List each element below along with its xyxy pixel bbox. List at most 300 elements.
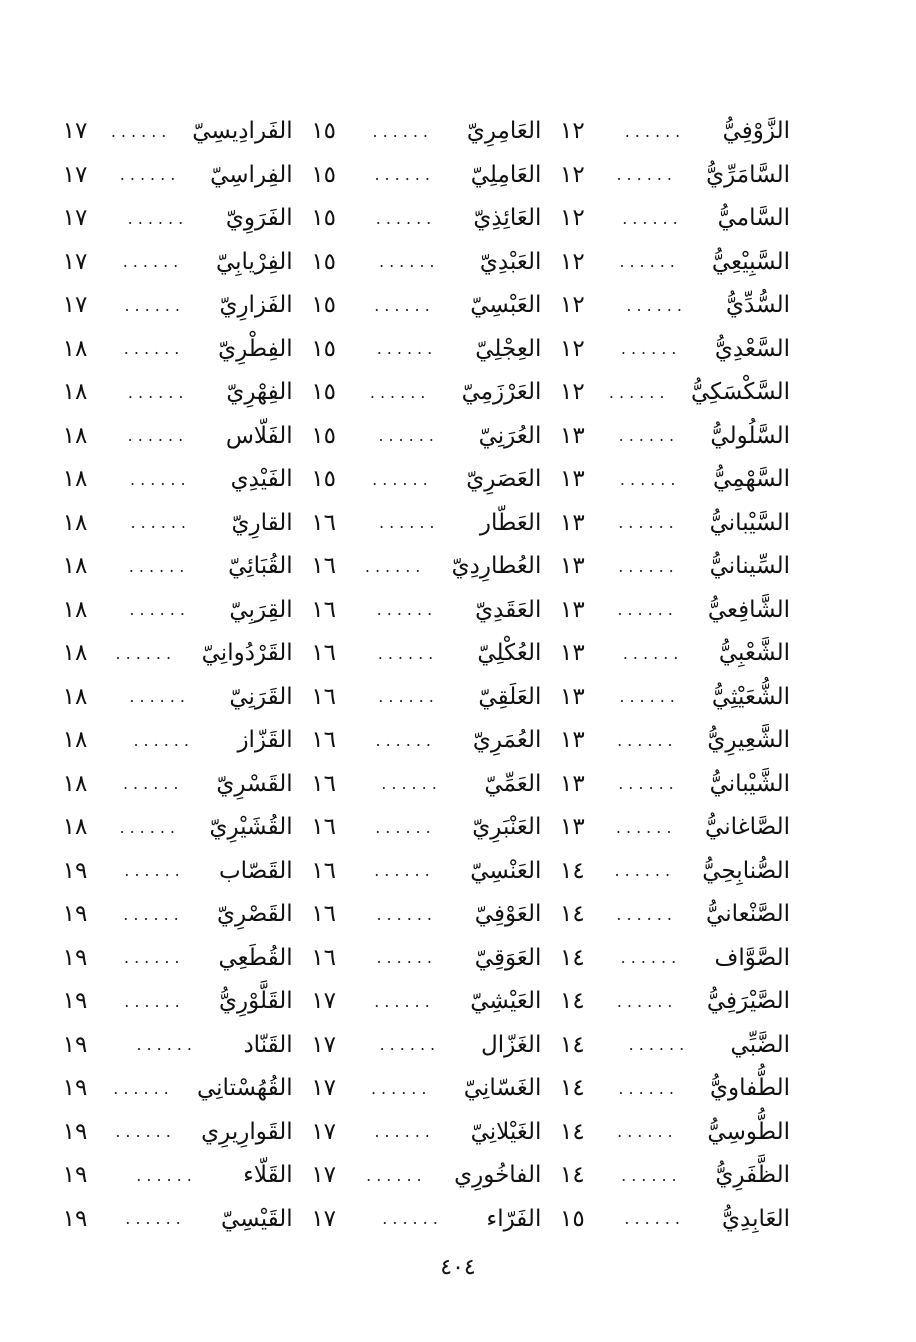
- leader-dots: ......: [628, 1037, 690, 1054]
- entry-page-number: ١٨: [62, 640, 88, 667]
- leader-dots: ......: [110, 123, 172, 140]
- entry-page-number: ١٨: [62, 553, 88, 580]
- entry-page-number: ١٩: [62, 1205, 88, 1232]
- entry-page-number: ١٤: [559, 988, 585, 1015]
- page-number: ٤٠٤: [440, 1255, 476, 1280]
- leader-dots: ......: [618, 1080, 679, 1097]
- index-entry: [557, 806, 790, 850]
- entry-page-number: ١٨: [62, 335, 88, 362]
- leader-dots: ......: [372, 471, 433, 488]
- entry-page-number: ١٦: [311, 640, 337, 667]
- entry-page-number: ١٧: [311, 1162, 337, 1189]
- index-entry: [557, 545, 790, 589]
- entry-page-number: ١٣: [559, 770, 585, 797]
- index-entry: [60, 502, 293, 546]
- index-entry: [60, 1024, 293, 1068]
- leader-dots: ......: [378, 254, 440, 271]
- entry-page-number: ١٢: [559, 161, 585, 188]
- entry-name: العُرَنِيّ: [478, 422, 542, 449]
- index-entry: [557, 502, 790, 546]
- entry-name: العُكْلِيّ: [477, 640, 542, 667]
- entry-name: القُهُسْتانِي: [196, 1075, 293, 1102]
- entry-page-number: ١٣: [559, 596, 585, 623]
- entry-name: القَنّاد: [243, 1031, 293, 1058]
- entry-page-number: ١٧: [311, 1031, 337, 1058]
- entry-page-number: ١٧: [311, 1205, 337, 1232]
- entry-name: الفَرّاء: [486, 1205, 542, 1232]
- entry-name: الفَيْدِي: [230, 466, 293, 493]
- entry-page-number: ١٩: [62, 901, 88, 928]
- index-entry: [557, 1067, 790, 1111]
- entry-name: العَامِلِيّ: [470, 161, 542, 188]
- entry-name: الفَزارِيّ: [219, 292, 293, 319]
- index-entry: [60, 545, 293, 589]
- entry-page-number: ١٢: [559, 335, 585, 362]
- index-entry: [60, 806, 293, 850]
- entry-page-number: ١٤: [559, 901, 585, 928]
- index-entry: [60, 1067, 293, 1111]
- index-entry: [60, 197, 293, 241]
- leader-dots: ......: [364, 558, 426, 575]
- leader-dots: ......: [124, 993, 185, 1010]
- entry-page-number: ١٣: [559, 727, 585, 754]
- index-entry: [557, 850, 790, 894]
- entry-name: الضَّبِّي: [730, 1031, 790, 1058]
- index-entry: [557, 284, 790, 328]
- entry-page-number: ١٧: [62, 118, 88, 145]
- leader-dots: ......: [374, 993, 435, 1010]
- entry-name: الشُّعَيْثِيُّ: [711, 683, 790, 710]
- entry-page-number: ١٦: [311, 770, 337, 797]
- index-entry: [309, 676, 542, 720]
- entry-name: القُطَعِي: [218, 944, 293, 971]
- leader-dots: ......: [375, 210, 437, 227]
- entry-page-number: ١٣: [559, 466, 585, 493]
- entry-name: الفاخُورِي: [454, 1162, 542, 1189]
- entry-name: القَلّاء: [243, 1162, 293, 1189]
- entry-page-number: ١٧: [62, 292, 88, 319]
- entry-page-number: ١٦: [311, 901, 337, 928]
- entry-page-number: ١٣: [559, 683, 585, 710]
- index-entry: [60, 850, 293, 894]
- entry-name: العَقَدِيّ: [475, 596, 542, 623]
- entry-page-number: ١٣: [559, 509, 585, 536]
- index-entry: [557, 197, 790, 241]
- entry-name: القَصْرِيّ: [217, 901, 293, 928]
- entry-name: العَبْدِيّ: [479, 248, 542, 275]
- index-entry: [60, 1198, 293, 1242]
- leader-dots: ......: [618, 776, 679, 793]
- entry-name: القَيْسِيّ: [221, 1205, 293, 1232]
- index-entry: [557, 632, 790, 676]
- entry-name: العَامِرِيّ: [466, 118, 542, 145]
- leader-dots: ......: [620, 950, 682, 967]
- entry-name: الطُّوسِيُّ: [707, 1118, 790, 1145]
- leader-dots: ......: [125, 1211, 186, 1228]
- index-entry: [557, 1024, 790, 1068]
- entry-page-number: ١٦: [311, 814, 337, 841]
- leader-dots: ......: [115, 1124, 176, 1141]
- index-column-middle: [309, 110, 542, 1241]
- leader-dots: ......: [376, 906, 437, 923]
- index-entry: [60, 1111, 293, 1155]
- leader-dots: ......: [619, 689, 680, 706]
- entry-name: الشَّعْبِيُّ: [718, 640, 790, 667]
- entry-page-number: ١٢: [559, 205, 585, 232]
- index-entry: [557, 719, 790, 763]
- leader-dots: ......: [374, 863, 435, 880]
- index-entry: [557, 154, 790, 198]
- leader-dots: ......: [136, 1037, 197, 1054]
- entry-page-number: ١٥: [311, 161, 337, 188]
- leader-dots: ......: [618, 428, 680, 445]
- entry-name: العَنْبَرِيّ: [472, 814, 542, 841]
- entry-page-number: ١٨: [62, 379, 88, 406]
- leader-dots: ......: [616, 993, 678, 1010]
- index-entry: [60, 763, 293, 807]
- entry-page-number: ١٦: [311, 553, 337, 580]
- entry-page-number: ١٣: [559, 553, 585, 580]
- leader-dots: ......: [113, 1080, 174, 1097]
- entry-name: القَزّاز: [237, 727, 293, 754]
- leader-dots: ......: [122, 776, 184, 793]
- entry-name: السَّيْبانيُّ: [709, 509, 790, 536]
- entry-name: العَلَقِيّ: [478, 683, 542, 710]
- entry-name: الفِراسِيّ: [210, 161, 293, 188]
- entry-name: السَّاميُّ: [717, 205, 790, 232]
- entry-name: الفَرَوِيّ: [225, 205, 293, 232]
- index-entry: [60, 1154, 293, 1198]
- index-entry: [557, 1111, 790, 1155]
- entry-page-number: ١٧: [62, 248, 88, 275]
- entry-name: القَرْدُوانِيّ: [201, 640, 293, 667]
- entry-name: العَابِدِيُّ: [722, 1205, 790, 1232]
- entry-page-number: ١٢: [559, 248, 585, 275]
- leader-dots: ......: [130, 515, 192, 532]
- entry-page-number: ١٩: [62, 1118, 88, 1145]
- leader-dots: ......: [381, 776, 442, 793]
- entry-name: الغَزّال: [481, 1031, 542, 1058]
- entry-name: الفَرادِيسِيّ: [192, 118, 293, 145]
- leader-dots: ......: [123, 950, 185, 967]
- entry-name: الطُّفاويُّ: [709, 1075, 790, 1102]
- index-entry: [309, 545, 542, 589]
- entry-name: العَوَقِيّ: [474, 944, 542, 971]
- entry-page-number: ١٩: [62, 857, 88, 884]
- entry-page-number: ١٥: [311, 379, 337, 406]
- leader-dots: ......: [378, 689, 439, 706]
- leader-dots: ......: [619, 254, 680, 271]
- entry-page-number: ١٧: [311, 988, 337, 1015]
- entry-name: السُّدِّيُّ: [726, 292, 790, 319]
- index-entry: [60, 719, 293, 763]
- entry-name: القِرَبِيّ: [229, 596, 293, 623]
- leader-dots: ......: [374, 297, 435, 314]
- entry-name: الصَّنْعانيُّ: [706, 901, 790, 928]
- entry-name: الشَّيْبانيُّ: [709, 770, 790, 797]
- index-entry: [557, 676, 790, 720]
- entry-name: العَبْسِيّ: [470, 292, 542, 319]
- index-entry: [557, 893, 790, 937]
- index-entry: [309, 241, 542, 285]
- entry-name: الفِطْرِيّ: [218, 335, 293, 362]
- index-entry: [309, 1198, 542, 1242]
- index-entry: [60, 241, 293, 285]
- entry-page-number: ١٥: [311, 335, 337, 362]
- index-entry: [60, 589, 293, 633]
- entry-page-number: ١٣: [559, 422, 585, 449]
- entry-name: القُبَائِيّ: [228, 553, 293, 580]
- index-entry: [60, 458, 293, 502]
- entry-name: الغَسّانِيّ: [463, 1075, 542, 1102]
- index-entry: [309, 893, 542, 937]
- index-entry: [557, 110, 790, 154]
- index-entry: [309, 1154, 542, 1198]
- leader-dots: ......: [119, 167, 181, 184]
- index-entry: [60, 328, 293, 372]
- index-entry: [309, 937, 542, 981]
- entry-page-number: ١٥: [311, 292, 337, 319]
- entry-name: العَوْفِيّ: [474, 901, 542, 928]
- index-entry: [309, 154, 542, 198]
- index-entry: [60, 371, 293, 415]
- entry-name: العَنْسِيّ: [470, 857, 542, 884]
- leader-dots: ......: [619, 471, 681, 488]
- index-column-left: [60, 110, 293, 1241]
- entry-page-number: ١٤: [559, 1162, 585, 1189]
- leader-dots: ......: [616, 906, 677, 923]
- entry-name: العَصَرِيّ: [466, 466, 542, 493]
- index-entry: [309, 328, 542, 372]
- entry-page-number: ١٩: [62, 1075, 88, 1102]
- entry-page-number: ١٥: [311, 118, 337, 145]
- index-entry: [309, 763, 542, 807]
- leader-dots: ......: [617, 732, 678, 749]
- entry-page-number: ١٤: [559, 1031, 585, 1058]
- index-entry: [309, 1067, 542, 1111]
- leader-dots: ......: [376, 602, 438, 619]
- leader-dots: ......: [624, 1211, 685, 1228]
- entry-name: العِجْلِيّ: [475, 335, 542, 362]
- index-entry: [557, 458, 790, 502]
- index-entry: [309, 980, 542, 1024]
- index-entry: [309, 502, 542, 546]
- entry-page-number: ١٥: [559, 1205, 585, 1232]
- entry-name: الشَّافِعيُّ: [707, 596, 790, 623]
- entry-page-number: ١٥: [311, 248, 337, 275]
- entry-page-number: ١٦: [311, 857, 337, 884]
- entry-name: القَوارِيرِي: [201, 1118, 293, 1145]
- index-entry: [309, 371, 542, 415]
- index-column-right: [557, 110, 790, 1241]
- entry-name: الصَّيْرَفِيُّ: [706, 988, 790, 1015]
- leader-dots: ......: [375, 819, 436, 836]
- leader-dots: ......: [370, 1080, 432, 1097]
- entry-page-number: ١٤: [559, 1118, 585, 1145]
- entry-name: الظَّفَرِيُّ: [715, 1162, 790, 1189]
- entry-name: الفَلّاس: [225, 422, 293, 449]
- leader-dots: ......: [372, 123, 433, 140]
- leader-dots: ......: [379, 515, 440, 532]
- leader-dots: ......: [624, 123, 686, 140]
- index-entry: [60, 980, 293, 1024]
- leader-dots: ......: [127, 210, 189, 227]
- leader-dots: ......: [618, 558, 679, 575]
- entry-name: الشَّعِيرِيُّ: [707, 727, 790, 754]
- entry-name: السَّبِيْعِيُّ: [711, 248, 790, 275]
- leader-dots: ......: [617, 1124, 678, 1141]
- leader-dots: ......: [129, 602, 190, 619]
- entry-name: القَصّاب: [219, 857, 293, 884]
- leader-dots: ......: [382, 1211, 443, 1228]
- entry-page-number: ١٧: [62, 205, 88, 232]
- index-entry: [309, 284, 542, 328]
- entry-name: السَّعْدِيُّ: [714, 335, 790, 362]
- leader-dots: ......: [115, 645, 177, 662]
- index-entry: [557, 1198, 790, 1242]
- entry-page-number: ١٩: [62, 1162, 88, 1189]
- index-entry: [557, 415, 790, 459]
- index-entry: [557, 589, 790, 633]
- leader-dots: ......: [375, 732, 437, 749]
- entry-name: السَّلُوليُّ: [710, 422, 790, 449]
- leader-dots: ......: [626, 297, 687, 314]
- entry-name: العَطّار: [479, 509, 542, 536]
- leader-dots: ......: [127, 384, 189, 401]
- entry-name: القُشَيْرِيّ: [209, 814, 293, 841]
- entry-page-number: ١٧: [62, 161, 88, 188]
- entry-page-number: ١٢: [559, 292, 585, 319]
- leader-dots: ......: [374, 1124, 435, 1141]
- entry-page-number: ١٤: [559, 944, 585, 971]
- entry-page-number: ١٦: [311, 596, 337, 623]
- leader-dots: ......: [119, 819, 180, 836]
- index-entry: [60, 154, 293, 198]
- entry-name: العَائِذِيّ: [473, 205, 542, 232]
- index-entry: [60, 415, 293, 459]
- entry-name: الصُّنابِحِيُّ: [702, 857, 790, 884]
- entry-page-number: ١٨: [62, 509, 88, 536]
- entry-name: السِّينانيُّ: [709, 553, 790, 580]
- index-entry: [309, 458, 542, 502]
- entry-page-number: ١٦: [311, 944, 337, 971]
- entry-name: الزَّوْفِيُّ: [722, 118, 790, 145]
- leader-dots: ......: [366, 1167, 427, 1184]
- leader-dots: ......: [621, 1167, 682, 1184]
- leader-dots: ......: [608, 384, 670, 401]
- leader-dots: ......: [376, 341, 438, 358]
- entry-page-number: ١٣: [559, 640, 585, 667]
- index-entry: [60, 284, 293, 328]
- index-entry: [557, 328, 790, 372]
- index-entry: [309, 589, 542, 633]
- entry-name: القَسْرِيّ: [216, 770, 293, 797]
- entry-page-number: ١٨: [62, 814, 88, 841]
- leader-dots: ......: [128, 558, 190, 575]
- leader-dots: ......: [374, 167, 435, 184]
- index-entry: [309, 110, 542, 154]
- entry-page-number: ١٤: [559, 1075, 585, 1102]
- leader-dots: ......: [616, 167, 677, 184]
- entry-page-number: ١٦: [311, 727, 337, 754]
- index-entry: [557, 1154, 790, 1198]
- leader-dots: ......: [129, 689, 190, 706]
- index-entry: [309, 1111, 542, 1155]
- entry-name: العُمَرِيّ: [472, 727, 542, 754]
- entry-page-number: ١٩: [62, 944, 88, 971]
- index-entry: [309, 632, 542, 676]
- index-entry: [309, 1024, 542, 1068]
- index-entry: [557, 763, 790, 807]
- leader-dots: ......: [127, 428, 189, 445]
- entry-page-number: ١٨: [62, 770, 88, 797]
- leader-dots: ......: [123, 906, 184, 923]
- entry-name: الفِهْرِيّ: [226, 379, 293, 406]
- entry-page-number: ١٤: [559, 857, 585, 884]
- index-entry: [309, 415, 542, 459]
- leader-dots: ......: [618, 515, 679, 532]
- leader-dots: ......: [122, 254, 184, 271]
- leader-dots: ......: [614, 863, 676, 880]
- entry-page-number: ١٧: [311, 1118, 337, 1145]
- index-entry: [557, 980, 790, 1024]
- entry-page-number: ١٥: [311, 466, 337, 493]
- entry-name: الصَّاغانيُّ: [705, 814, 790, 841]
- index-entry: [309, 719, 542, 763]
- entry-name: القَلَّوْرِيُّ: [219, 988, 293, 1015]
- leader-dots: ......: [622, 210, 683, 227]
- leader-dots: ......: [622, 645, 684, 662]
- entry-name: القارِيّ: [231, 509, 293, 536]
- entry-page-number: ١٥: [311, 422, 337, 449]
- index-entry: [557, 371, 790, 415]
- index-entry: [60, 110, 293, 154]
- index-entry: [309, 197, 542, 241]
- entry-name: الغَيْلانِيّ: [470, 1118, 542, 1145]
- index-columns: [60, 110, 790, 1241]
- entry-page-number: ١٩: [62, 1031, 88, 1058]
- leader-dots: ......: [377, 645, 439, 662]
- entry-name: العَرْزَمِيّ: [461, 379, 542, 406]
- entry-page-number: ١٨: [62, 422, 88, 449]
- entry-name: العَمِّيّ: [484, 770, 542, 797]
- entry-name: القَرَنِيّ: [229, 683, 293, 710]
- leader-dots: ......: [617, 602, 678, 619]
- leader-dots: ......: [124, 863, 185, 880]
- entry-name: الفِرْيابِيّ: [215, 248, 293, 275]
- entry-name: السَّكْسَكِيُّ: [690, 379, 790, 406]
- entry-page-number: ١٥: [311, 205, 337, 232]
- entry-page-number: ١٧: [311, 1075, 337, 1102]
- index-entry: [60, 676, 293, 720]
- entry-name: السَّهْمِيُّ: [713, 466, 790, 493]
- entry-page-number: ١٢: [559, 379, 585, 406]
- entry-page-number: ١٨: [62, 466, 88, 493]
- entry-page-number: ١٨: [62, 683, 88, 710]
- entry-page-number: ١٦: [311, 509, 337, 536]
- leader-dots: ......: [124, 297, 185, 314]
- entry-name: السَّامَرِّيُّ: [706, 161, 790, 188]
- index-entry: [60, 893, 293, 937]
- entry-name: العُطارِدِيّ: [451, 553, 542, 580]
- leader-dots: ......: [376, 950, 437, 967]
- index-entry: [309, 806, 542, 850]
- entry-page-number: ١٩: [62, 988, 88, 1015]
- leader-dots: ......: [379, 1037, 441, 1054]
- index-entry: [557, 241, 790, 285]
- entry-page-number: ١٦: [311, 683, 337, 710]
- index-entry: [557, 937, 790, 981]
